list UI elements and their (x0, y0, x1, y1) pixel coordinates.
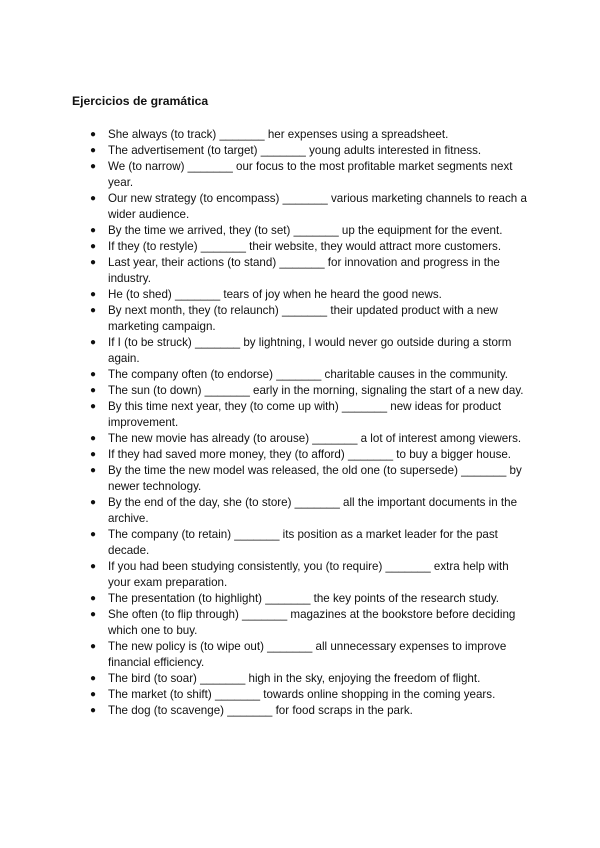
exercise-sentence: He (to shed) _______ tears of joy when he heard the good news. (108, 287, 442, 301)
bullet-icon: ● (90, 224, 97, 236)
exercise-sentence: By the end of the day, she (to store) _______ all the important documents in the archive. (108, 495, 518, 525)
exercise-sentence: We (to narrow) _______ our focus to the most profitable market segments next year. (108, 159, 513, 189)
bullet-icon: ● (90, 256, 97, 268)
exercise-sentence: If they (to restyle) _______ their website, they would attract more customers. (108, 239, 502, 253)
list-item (72, 335, 532, 367)
list-item (72, 447, 532, 463)
exercise-sentence: She always (to track) _______ her expenses using a spreadsheet. (108, 127, 449, 141)
list-item (72, 287, 532, 303)
bullet-icon: ● (90, 464, 97, 476)
list-item (72, 255, 532, 287)
bullet-icon: ● (90, 368, 97, 380)
exercise-sentence: The dog (to scavenge) _______ for food scraps in the park. (108, 703, 413, 717)
list-item (72, 383, 532, 399)
exercise-sentence: By next month, they (to relaunch) _______ their updated product with a new marketing campaign. (108, 303, 498, 333)
list-item (72, 559, 532, 591)
list-item (72, 671, 532, 687)
exercise-sentence: Our new strategy (to encompass) _______ various marketing channels to reach a wider audience. (108, 191, 527, 221)
exercise-sentence: By the time we arrived, they (to set) _______ up the equipment for the event. (108, 223, 503, 237)
list-item (72, 223, 532, 239)
exercise-sentence: Last year, their actions (to stand) _______ for innovation and progress in the industry. (108, 255, 500, 285)
bullet-icon: ● (90, 240, 97, 252)
bullet-icon: ● (90, 448, 97, 460)
bullet-icon: ● (90, 144, 97, 156)
list-item (72, 127, 532, 143)
list-item (72, 607, 532, 639)
bullet-icon: ● (90, 192, 97, 204)
bullet-icon: ● (90, 496, 97, 508)
exercise-sentence: If you had been studying consistently, you (to require) _______ extra help with your exam preparation. (108, 559, 509, 589)
list-item (72, 303, 532, 335)
exercise-list (72, 127, 532, 719)
bullet-icon: ● (90, 528, 97, 540)
exercise-sentence: The presentation (to highlight) _______ the key points of the research study. (108, 591, 499, 605)
list-item (72, 463, 532, 495)
list-item (72, 239, 532, 255)
bullet-icon: ● (90, 688, 97, 700)
bullet-icon: ● (90, 384, 97, 396)
list-item (72, 591, 532, 607)
bullet-icon: ● (90, 640, 97, 652)
list-item (72, 639, 532, 671)
bullet-icon: ● (90, 128, 97, 140)
list-item (72, 191, 532, 223)
exercise-sentence: She often (to flip through) _______ magazines at the bookstore before deciding which one to buy. (108, 607, 516, 637)
bullet-icon: ● (90, 672, 97, 684)
bullet-icon: ● (90, 304, 97, 316)
exercise-sentence: The company often (to endorse) _______ charitable causes in the community. (108, 367, 508, 381)
exercise-sentence: The market (to shift) _______ towards online shopping in the coming years. (108, 687, 496, 701)
exercise-sentence: The bird (to soar) _______ high in the sky, enjoying the freedom of flight. (108, 671, 481, 685)
list-item (72, 143, 532, 159)
exercise-sentence: The advertisement (to target) _______ young adults interested in fitness. (108, 143, 482, 157)
exercise-sentence: The new policy is (to wipe out) _______ all unnecessary expenses to improve financial efficiency. (108, 639, 507, 669)
bullet-icon: ● (90, 336, 97, 348)
list-item (72, 527, 532, 559)
list-item (72, 367, 532, 383)
bullet-icon: ● (90, 560, 97, 572)
bullet-icon: ● (90, 432, 97, 444)
bullet-icon: ● (90, 608, 97, 620)
bullet-icon: ● (90, 704, 97, 716)
exercise-sentence: The sun (to down) _______ early in the morning, signaling the start of a new day. (108, 383, 524, 397)
list-item (72, 399, 532, 431)
list-item (72, 495, 532, 527)
list-item (72, 687, 532, 703)
bullet-icon: ● (90, 160, 97, 172)
exercise-sentence: The company (to retain) _______ its position as a market leader for the past decade. (108, 527, 498, 557)
bullet-icon: ● (90, 288, 97, 300)
exercise-sentence: The new movie has already (to arouse) _______ a lot of interest among viewers. (108, 431, 522, 445)
bullet-icon: ● (90, 400, 97, 412)
document-title: Ejercicios de gramática (72, 94, 209, 108)
list-item (72, 703, 532, 719)
bullet-icon: ● (90, 592, 97, 604)
list-item (72, 431, 532, 447)
exercise-sentence: If they had saved more money, they (to afford) _______ to buy a bigger house. (108, 447, 512, 461)
list-item (72, 159, 532, 191)
exercise-sentence: If I (to be struck) _______ by lightning, I would never go outside during a storm again. (108, 335, 512, 365)
exercise-sentence: By the time the new model was released, the old one (to supersede) _______ by newer technology. (108, 463, 522, 493)
exercise-sentence: By this time next year, they (to come up with) _______ new ideas for product improvement. (108, 399, 502, 429)
